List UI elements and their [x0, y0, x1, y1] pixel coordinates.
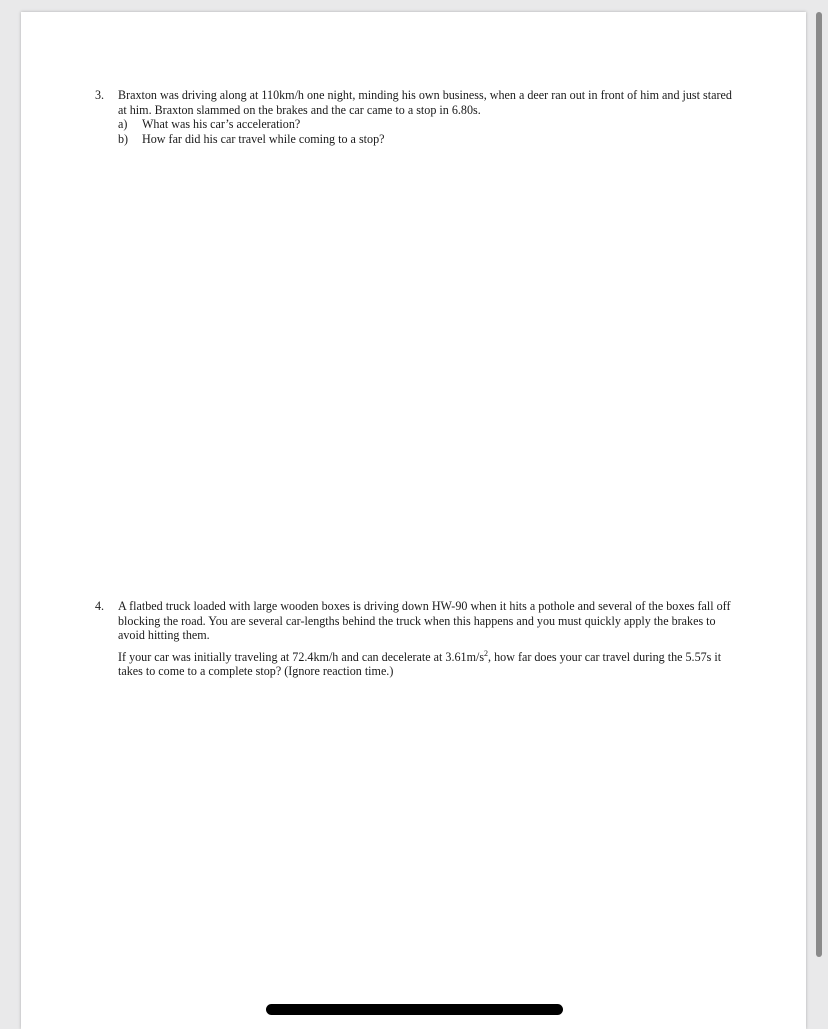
- question-paragraph-1: A flatbed truck loaded with large wooden boxes is driving down HW-90 when it hits a pothole and several of the boxes fall off blocking the road. You are several car-lengths behind the truck when this happens and you must quickly apply the brakes to avoid hitting them.: [118, 599, 731, 643]
- question-4: [95, 599, 735, 679]
- sub-question-a: [118, 117, 735, 132]
- question-body: [118, 88, 735, 146]
- sub-question-text: What was his car’s acceleration?: [142, 117, 301, 132]
- question-body: [118, 599, 735, 679]
- question-number: 3.: [95, 88, 105, 102]
- document-page: [21, 12, 806, 1029]
- home-indicator[interactable]: [266, 1004, 563, 1015]
- question-3: [95, 88, 735, 146]
- question-text: Braxton was driving along at 110km/h one night, minding his own business, when a deer ran out in front of him and just stared at him. Braxton slammed on the brakes and the car came to a stop in 6.80s.: [118, 88, 732, 117]
- question-paragraph-2: [118, 650, 735, 679]
- scrollbar[interactable]: [816, 12, 822, 957]
- sub-question-text: How far did his car travel while coming to a stop?: [142, 131, 385, 146]
- sub-question-label: a): [118, 117, 128, 132]
- question-number: 4.: [95, 599, 105, 613]
- sub-question-label: b): [118, 131, 129, 146]
- paragraph-text: , how far does your car travel during the 5.57s it takes to come to a complete stop? (Ignore reaction time.): [118, 649, 722, 679]
- paragraph-text: If your car was initially traveling at 72.4km/h and can decelerate at 3.61m/s: [118, 649, 485, 664]
- superscript: 2: [484, 648, 489, 658]
- sub-question-b: [118, 132, 735, 147]
